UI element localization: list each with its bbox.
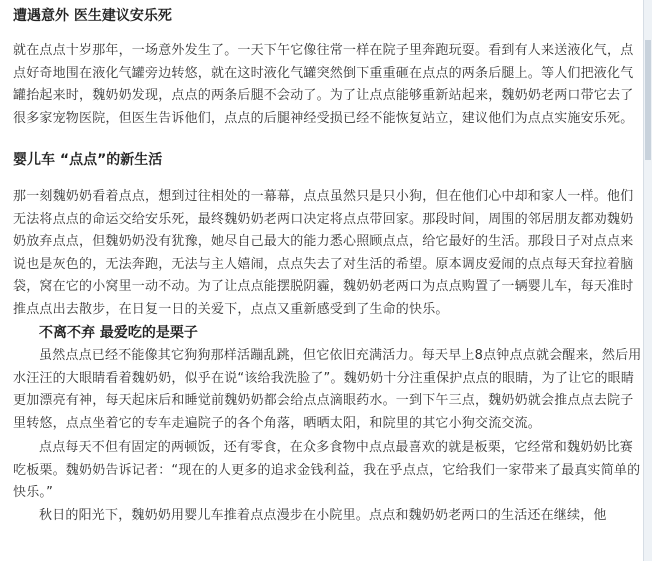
- paragraph: 秋日的阳光下，魏奶奶用婴儿车推着点点漫步在小院里。点点和魏奶奶老两口的生活还在继续，他: [39, 507, 607, 523]
- paragraph: 那一刻魏奶奶看着点点，想到过往相处的一幕幕，点点虽然只是只小狗，但在他们心中却和家人一样。他们无法将点点的命运交给安乐死，最终魏奶奶老两口决定将点点带回家。那段时间，周围的邻居朋友都劝魏奶奶放弃点点，但魏奶奶没有犹豫，她尽自己最大的能力悉心照顾点点，给它最好的生活。那段日子对点点来说也是灰色的，无法奔跑，无法与主人嬉闹，点点失去了对生活的希望。原本调皮爱闹的点点每天耷拉着脑袋，窝在它的小窝里一动不动。为了让点点能摆脱阴霾，魏奶奶老两口为点点购置了一辆婴儿车，每天准时推点点出去散步，在日复一日的关爱下，点点又重新感受到了生命的快乐。: [13, 189, 634, 317]
- scrollbar-thumb[interactable]: [645, 40, 651, 160]
- section-heading: 遭遇意外 医生建议安乐死: [13, 8, 172, 24]
- paragraph: 点点每天不但有固定的两顿饭，还有零食，在众多食物中点点最喜欢的就是板栗，它经常和魏奶奶比赛吃板栗。魏奶奶告诉记者：“现在的人更多的追求金钱利益，我在乎点点，它给我们一家带来了最真实简单的快乐。”: [13, 440, 641, 500]
- paragraph: 虽然点点已经不能像其它狗狗那样活蹦乱跳，但它依旧充满活力。每天早上8点钟点点就会醒来，然后用水汪汪的大眼睛看着魏奶奶，似乎在说“该给我洗脸了”。魏奶奶十分注重保护点点的眼睛，为了让它的眼睛更加漂亮有神，每天起床后和睡觉前魏奶奶都会给点点滴眼药水。一到下午三点，魏奶奶就会推点点去院子里转悠，点点坐着它的专车走遍院子的各个角落，晒晒太阳，和院里的其它小狗交流交流。: [13, 348, 642, 431]
- paragraph: 就在点点十岁那年，一场意外发生了。一天下午它像往常一样在院子里奔跑玩耍。看到有人来送液化气，点点好奇地围在液化气罐旁边转悠，就在这时液化气罐突然倒下重重砸在点点的两条后腿上。等人们把液化气罐抬起来时，魏奶奶发现，点点的两条后腿不会动了。为了让点点能够重新站起来，魏奶奶老两口带它去了很多家宠物医院，但医生告诉他们，点点的后腿神经受损已经不能恢复站立，建议他们为点点实施安乐死。: [13, 43, 634, 126]
- vertical-scrollbar[interactable]: [643, 0, 652, 561]
- section-heading: 婴儿车 “点点”的新生活: [13, 152, 163, 168]
- article-body: [13, 0, 643, 527]
- section-heading: 不离不弃 最爱吃的是栗子: [39, 325, 198, 341]
